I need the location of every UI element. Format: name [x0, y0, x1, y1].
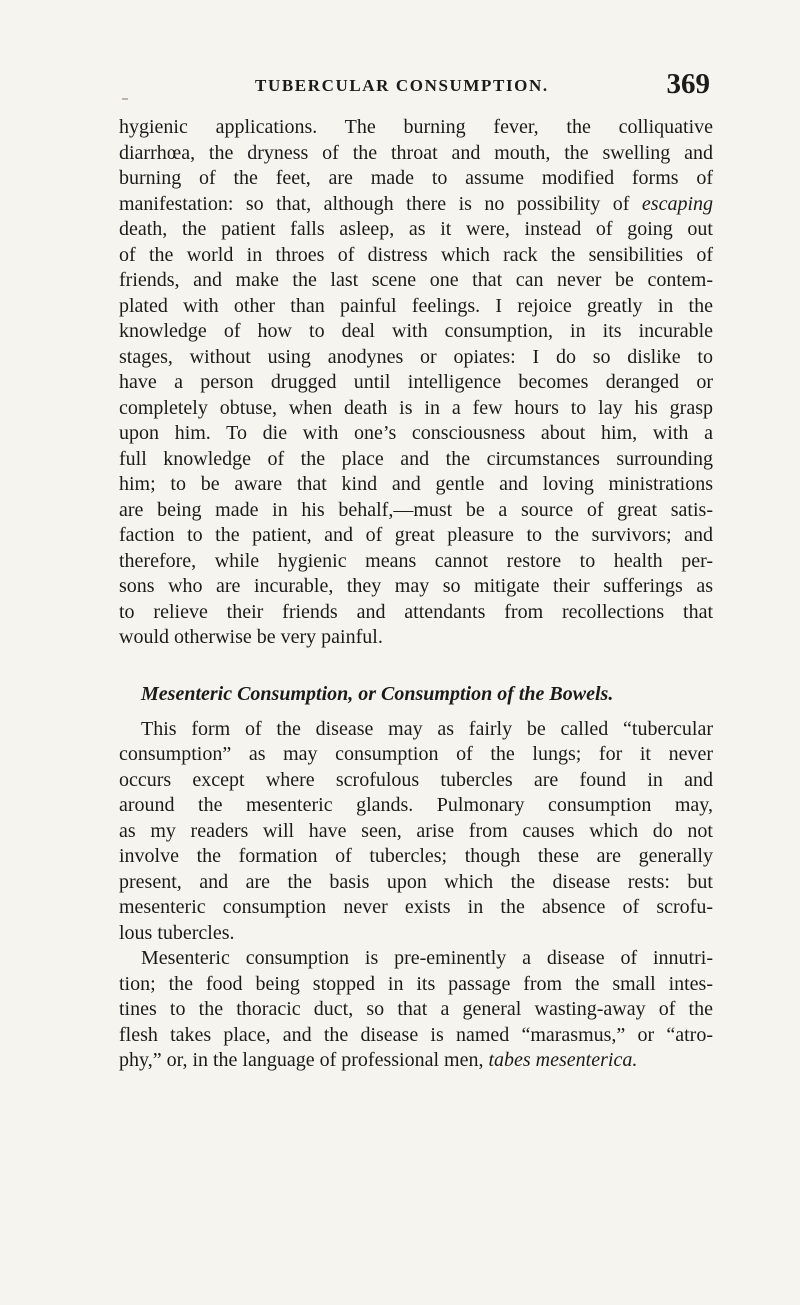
- text-line: lous tubercles.: [119, 921, 235, 944]
- text-line: therefore, while hygienic means cannot restore to health per-: [119, 549, 713, 572]
- paragraph: [119, 717, 713, 947]
- text-line: would otherwise be very painful.: [119, 626, 383, 648]
- text-line: This form of the disease may as fairly be called “tubercular: [141, 717, 713, 740]
- section-gap: [119, 651, 713, 677]
- text-segment: phy,” or, in the language of professional men,: [119, 1049, 489, 1071]
- text-segment: manifestation: so that, although there is no possibility of: [119, 192, 642, 215]
- text-line: are being made in his behalf,—must be a source of great satis-: [119, 498, 713, 521]
- text-line: hygienic applications. The burning fever, the colliquative: [119, 116, 713, 138]
- paragraph: [119, 115, 713, 651]
- section-heading: Mesenteric Consumption, or Consumption of the Bowels.: [141, 682, 614, 705]
- text-line: death, the patient falls asleep, as it were, instead of going out: [119, 218, 713, 240]
- running-head: [120, 68, 710, 108]
- text-line: around the mesenteric glands. Pulmonary consumption may,: [119, 794, 713, 816]
- emphasis: tabes mesenterica.: [488, 1049, 638, 1071]
- text-line: mesenteric consumption never exists in the absence of scrofu-: [119, 896, 713, 918]
- text-line: of the world in throes of distress which rack the sensibilities of: [119, 243, 713, 266]
- text-line: friends, and make the last scene one that can never be contem-: [119, 269, 713, 291]
- text-line: tines to the thoracic duct, so that a general wasting-away of the: [119, 998, 713, 1020]
- text-line: stages, without using anodynes or opiates: I do so dislike to: [119, 345, 713, 368]
- text-line: [119, 192, 713, 218]
- page-number: 369: [666, 68, 710, 100]
- text-line: full knowledge of the place and the circumstances surrounding: [119, 447, 713, 470]
- paragraph: [119, 946, 713, 1074]
- text-line: consumption” as may consumption of the lungs; for it never: [119, 743, 713, 765]
- running-title: TUBERCULAR CONSUMPTION.: [255, 76, 549, 95]
- text-line: sons who are incurable, they may so mitigate their sufferings as: [119, 575, 713, 597]
- text-line: knowledge of how to deal with consumption, in its incurable: [119, 320, 713, 342]
- text-line: occurs except where scrofulous tubercles are found in and: [119, 768, 713, 791]
- emphasis: escaping: [641, 192, 713, 215]
- text-line: upon him. To die with one’s consciousness about him, with a: [119, 422, 713, 444]
- text-line: flesh takes place, and the disease is named “marasmus,” or “atro-: [119, 1023, 713, 1046]
- text-line: tion; the food being stopped in its passage from the small intes-: [119, 972, 713, 995]
- body-text: [119, 115, 713, 1074]
- text-line: as my readers will have seen, arise from causes which do not: [119, 819, 713, 842]
- text-line: [119, 1048, 713, 1074]
- text-line: him; to be aware that kind and gentle and loving ministrations: [119, 473, 713, 495]
- text-line: diarrhœa, the dryness of the throat and mouth, the swelling and: [119, 141, 713, 164]
- text-line: burning of the feet, are made to assume modified forms of: [119, 167, 713, 189]
- text-line: involve the formation of tubercles; though these are generally: [119, 845, 713, 867]
- text-line: completely obtuse, when death is in a few hours to lay his grasp: [119, 396, 713, 419]
- text-line: plated with other than painful feelings. I rejoice greatly in the: [119, 294, 713, 317]
- text-line: faction to the patient, and of great pleasure to the survivors; and: [119, 524, 713, 546]
- text-line: to relieve their friends and attendants from recollections that: [119, 600, 713, 623]
- text-line: have a person drugged until intelligence becomes deranged or: [119, 371, 713, 393]
- text-line: Mesenteric consumption is pre-eminently a disease of innutri-: [141, 947, 713, 969]
- text-line: present, and are the basis upon which the disease rests: but: [119, 870, 713, 893]
